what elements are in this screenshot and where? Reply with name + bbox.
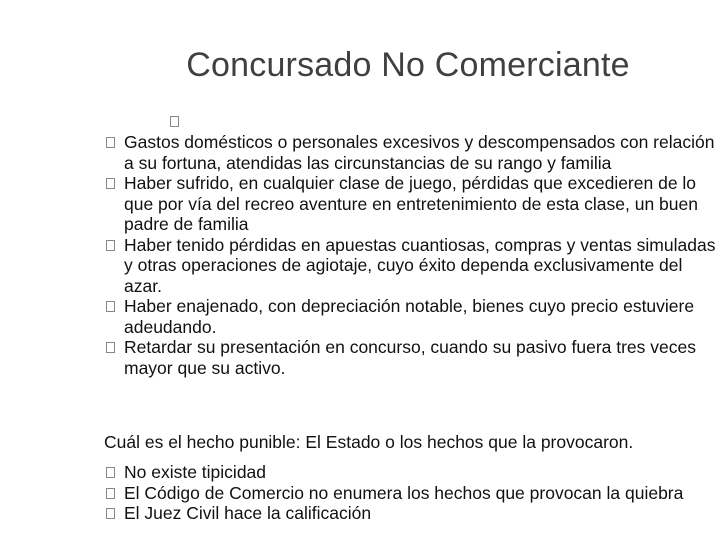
list-item-text: El Juez Civil hace la calificación: [124, 503, 372, 523]
bullet-box-icon: [106, 301, 115, 312]
slide-title: Concursado No Comerciante: [186, 46, 630, 84]
bullet-box-icon: [106, 137, 115, 148]
list-item: [104, 296, 716, 337]
empty-bullet-icon: [170, 116, 179, 127]
list-item-text: Haber tenido pérdidas en apuestas cuantiosas, compras y ventas simuladas y otras operaciones de agiotaje, cuyo éxito dependa exclusivamente del azar.: [124, 234, 716, 296]
list-item-text: No existe tipicidad: [124, 462, 267, 482]
question-text: Cuál es el hecho punible: El Estado o los hechos que la provocaron.: [104, 432, 634, 452]
bullet-box-icon: [106, 178, 115, 189]
answer-list: [104, 462, 716, 524]
list-item-text: Haber enajenado, con depreciación notable, bienes cuyo precio estuviere adeudando.: [124, 296, 695, 337]
bullet-list: [104, 132, 716, 378]
list-item: [104, 337, 716, 378]
list-item-text: Retardar su presentación en concurso, cuando su pasivo fuera tres veces mayor que su activo.: [124, 337, 696, 378]
bullet-box-icon: [106, 240, 115, 251]
bullet-box-icon: [106, 508, 115, 519]
list-item: [104, 462, 716, 483]
bullet-box-icon: [106, 467, 115, 478]
list-item-text: El Código de Comercio no enumera los hechos que provocan la quiebra: [124, 482, 684, 503]
list-item-text: Haber sufrido, en cualquier clase de juego, pérdidas que excedieren de lo que por vía del recreo aventure en entretenimiento de esta clase, un buen padre de familia: [124, 173, 698, 234]
bullet-box-icon: [106, 488, 115, 499]
list-item: [104, 483, 716, 504]
list-item: [104, 173, 716, 235]
list-item: [104, 503, 716, 524]
list-item: [104, 235, 716, 297]
bullet-box-icon: [106, 342, 115, 353]
list-item: [104, 132, 716, 173]
list-item-text: Gastos domésticos o personales excesivos y descompensados con relación a su fortuna, atendidas las circunstancias de su rango y familia: [124, 132, 715, 173]
